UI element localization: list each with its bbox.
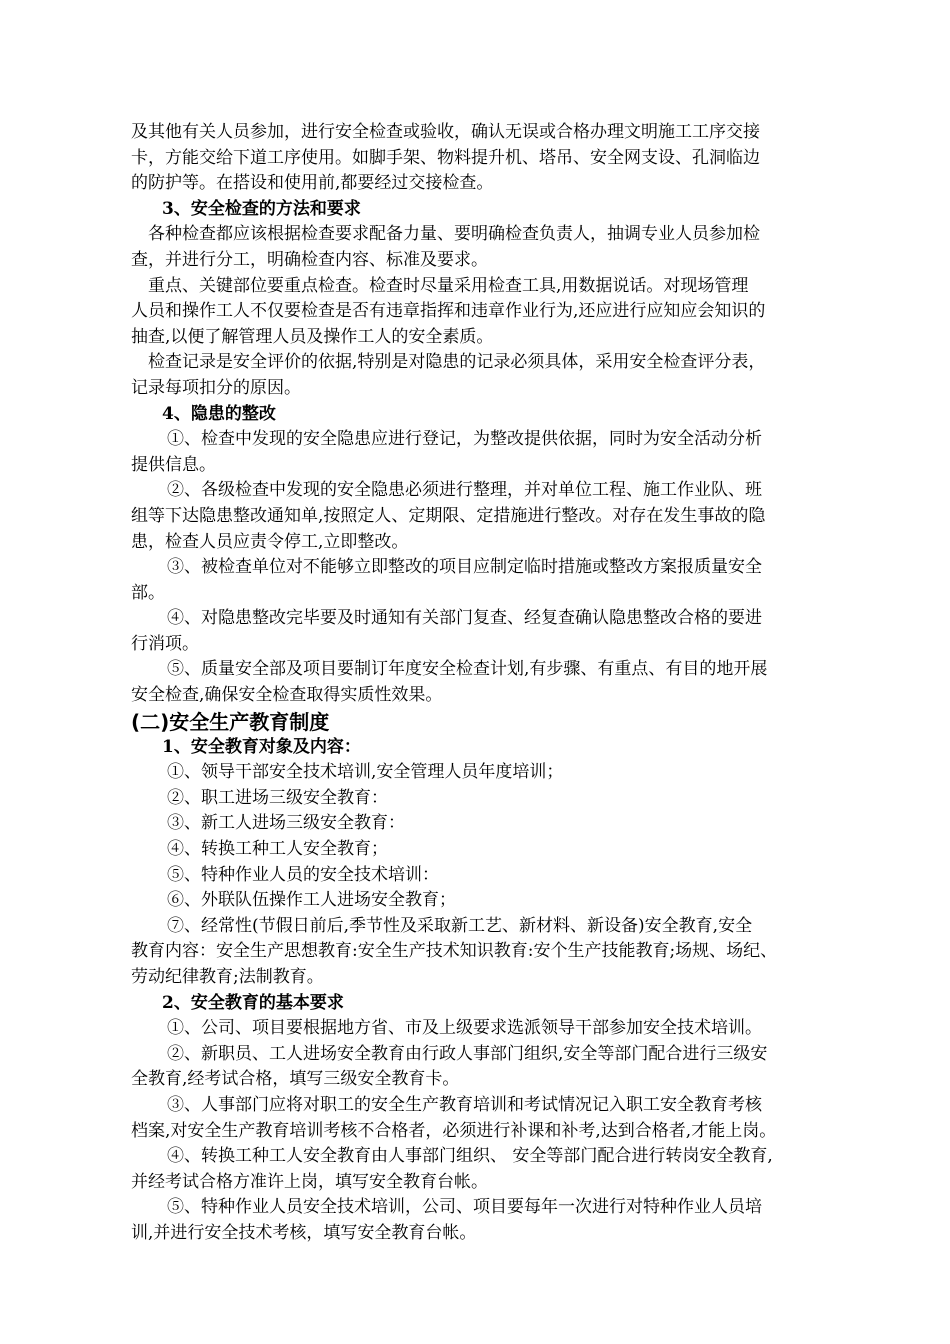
paragraph-line: 教育内容：安全生产思想教育:安全生产技术知识教育:安个生产技能教育;场规、场纪、 (131, 941, 778, 962)
list-item-line: ③、人事部门应将对职工的安全生产教育培训和考试情况记入职工安全教育考核 (167, 1094, 762, 1115)
list-item-line: ⑤、质量安全部及项目要制订年度安全检查计划,有步骤、有重点、有目的地开展 (167, 659, 768, 680)
paragraph-line: 各种检查都应该根据检查要求配备力量、要明确检查负责人，抽调专业人员参加检 (148, 224, 760, 245)
paragraph-line: 重点、关键部位要重点检查。检查时尽量采用检查工具,用数据说话。对现场管理 (148, 275, 749, 296)
paragraph-line: 患，检查人员应责令停工,立即整改。 (131, 531, 409, 552)
list-item-line: ⑦、经常性(节假日前后,季节性及采取新工艺、新材料、新设备)安全教育,安全 (167, 915, 753, 936)
paragraph-line: 抽查,以便了解管理人员及操作工人的安全素质。 (131, 326, 494, 347)
section-heading-inspection-methods: 3、安全检查的方法和要求 (162, 198, 361, 219)
paragraph-line: 行消项。 (131, 633, 199, 654)
document-body (131, 120, 853, 1247)
list-item-line: ②、各级检查中发现的安全隐患必须进行整理，并对单位工程、施工作业队、班 (167, 480, 762, 501)
paragraph-line: 并经考试合格方准许上岗，填写安全教育台帐。 (131, 1171, 488, 1192)
paragraph-line: 提供信息。 (131, 454, 216, 475)
list-item-line: ①、领导干部安全技术培训,安全管理人员年度培训； (167, 762, 564, 783)
list-item-line: ⑤、特种作业人员安全技术培训，公司、项目要每年一次进行对特种作业人员培 (167, 1197, 762, 1218)
paragraph-line: 安全检查,确保安全检查取得实质性效果。 (131, 685, 443, 706)
section-heading-education-requirements: 2、安全教育的基本要求 (162, 992, 344, 1013)
paragraph-line: 的防护等。在搭设和使用前,都要经过交接检查。 (131, 173, 494, 194)
list-item-line: ③、新工人进场三级安全教育： (167, 813, 405, 834)
paragraph-line: 档案,对安全生产教育培训考核不合格者，必须进行补课和补考,达到合格者,才能上岗。 (131, 1120, 777, 1141)
list-item-line: ②、新职员、工人进场安全教育由行政人事部门组织,安全等部门配合进行三级安 (167, 1043, 768, 1064)
list-item-line: ①、检查中发现的安全隐患应进行登记，为整改提供依据，同时为安全活动分析 (167, 429, 762, 450)
list-item-line: ①、公司、项目要根据地方省、市及上级要求选派领导干部参加安全技术培训。 (167, 1018, 762, 1039)
paragraph-line: 人员和操作工人不仅要检查是否有违章指挥和违章作业行为,还应进行应知应会知识的 (131, 301, 766, 322)
paragraph-line: 检查记录是安全评价的依据,特别是对隐患的记录必须具体，采用安全检查评分表， (148, 352, 766, 373)
paragraph-line: 查，并进行分工，明确检查内容、标准及要求。 (131, 249, 488, 270)
list-item-line: ③、被检查单位对不能够立即整改的项目应制定临时措施或整改方案报质量安全 (167, 557, 762, 578)
list-item-line: ④、转换工种工人安全教育； (167, 839, 388, 860)
list-item-line: ④、转换工种工人安全教育由人事部门组织、 安全等部门配合进行转岗安全教育, (167, 1146, 773, 1167)
list-item-line: ②、职工进场三级安全教育： (167, 787, 388, 808)
chapter-heading-safety-education: (二)安全生产教育制度 (131, 709, 330, 734)
paragraph-line: 劳动纪律教育;法制教育。 (131, 967, 324, 987)
list-item-line: ⑥、外联队伍操作工人进场安全教育； (167, 890, 456, 911)
section-heading-hazard-rectification: 4、隐患的整改 (162, 403, 276, 424)
paragraph-line: 及其他有关人员参加，进行安全检查或验收，确认无误或合格办理文明施工工序交接 (131, 122, 760, 142)
paragraph-line: 卡，方能交给下道工序使用。如脚手架、物料提升机、塔吊、安全网支设、孔洞临边 (131, 147, 760, 168)
paragraph-line: 训,并进行安全技术考核，填写安全教育台帐。 (131, 1222, 477, 1243)
paragraph-line: 全教育,经考试合格，填写三级安全教育卡。 (131, 1069, 460, 1090)
paragraph-line: 部。 (131, 582, 165, 603)
list-item-line: ④、对隐患整改完毕要及时通知有关部门复查、经复查确认隐患整改合格的要进 (167, 608, 762, 629)
list-item-line: ⑤、特种作业人员的安全技术培训： (167, 864, 439, 885)
section-heading-education-targets: 1、安全教育对象及内容： (162, 736, 361, 757)
paragraph-line: 记录每项扣分的原因。 (131, 377, 301, 398)
paragraph-line: 组等下达隐患整改通知单,按照定人、定期限、定措施进行整改。对存在发生事故的隐 (131, 505, 766, 526)
